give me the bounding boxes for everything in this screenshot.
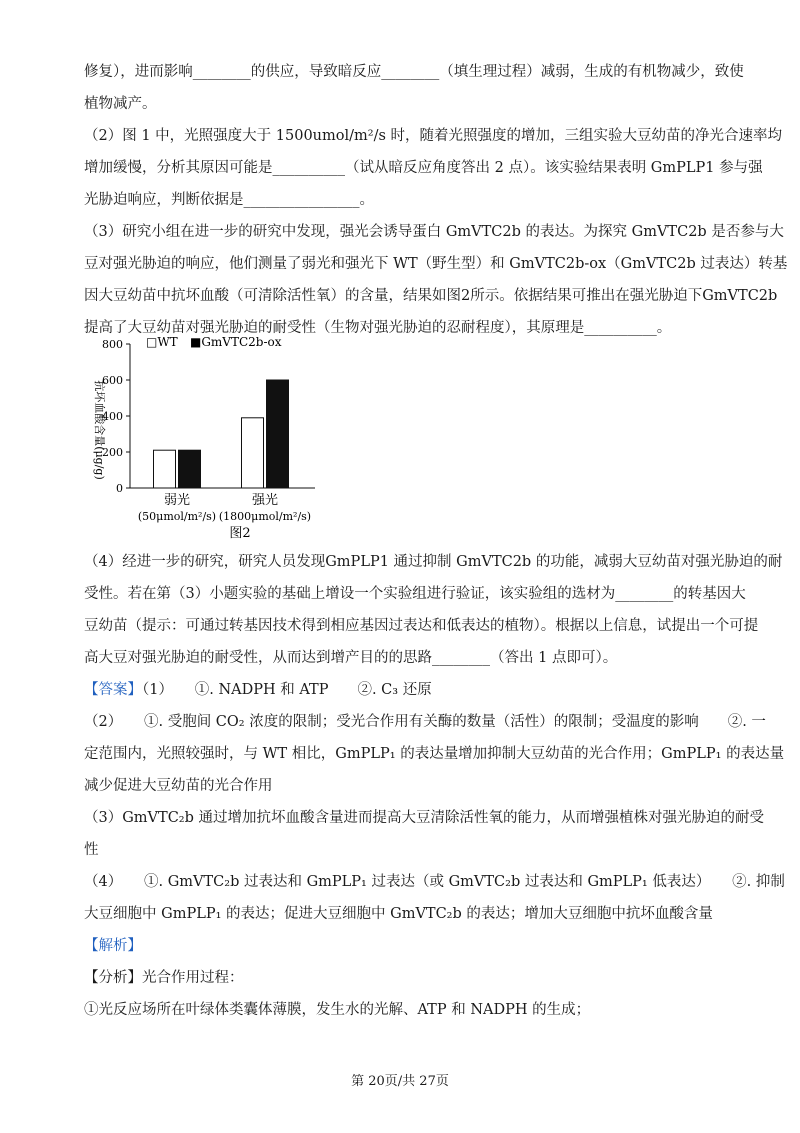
chart-title: 图2 (229, 526, 251, 541)
chart-category-sublabel: (50μmol/m²/s) (137, 510, 217, 523)
chart-y-tick-label: 400 (102, 410, 123, 423)
text-line: 修复），进而影响________的供应，导致暗反应________（填生理过程）减弱，生成的有机物减少，致使 (84, 64, 744, 80)
chart-category-label: 弱光 (163, 493, 191, 508)
chart-bar-wt (242, 418, 264, 488)
analysis-line (84, 968, 244, 988)
chart-legend-wt: □WT (146, 335, 178, 349)
chart-y-tick-label: 0 (116, 482, 123, 495)
analysis-text: 光合作用过程： (142, 970, 244, 986)
answer-line: 大豆细胞中 GmPLP₁ 的表达；促进大豆细胞中 GmVTC₂b 的表达；增加大豆细胞中抗坏血酸含量 (84, 906, 713, 922)
chart-category-sublabel: (1800μmol/m²/s) (218, 510, 312, 523)
text-line: （3）研究小组在进一步的研究中发现，强光会诱导蛋白 GmVTC2b 的表达。为探究 GmVTC2b 是否参与大 (84, 224, 784, 240)
text-line: 高大豆对强光胁迫的耐受性，从而达到增产目的的思路________（答出 1 点即可）。 (84, 650, 618, 666)
answer-line: （4） ①. GmVTC₂b 过表达和 GmPLP₁ 过表达（或 GmVTC₂b 过表达和 GmPLP₁ 低表达） ②. 抑制 (84, 874, 785, 890)
chart-bar-wt (154, 450, 176, 488)
chart-y-tick-label: 200 (102, 446, 123, 459)
chart-y-tick-label: 800 (102, 338, 123, 351)
text-line: 豆幼苗（提示：可通过转基因技术得到相应基因过表达和低表达的植物）。根据以上信息，试提出一个可提 (84, 618, 759, 634)
answer-line: （3）GmVTC₂b 通过增加抗坏血酸含量进而提高大豆清除活性氧的能力，从而增强植株对强光胁迫的耐受 (84, 810, 764, 826)
analysis-tag: 【分析】 (84, 970, 142, 986)
chart-y-tick-label: 600 (102, 374, 123, 387)
bar-chart (80, 332, 330, 542)
chart-legend-ox: ■GmVTC2b-ox (190, 335, 282, 349)
chart-bar-gmvtc2b-ox (179, 450, 201, 488)
analysis-line: ①光反应场所在叶绿体类囊体薄膜，发生水的光解、ATP 和 NADPH 的生成； (84, 1002, 591, 1018)
text-line: （4）经进一步的研究，研究人员发现GmPLP1 通过抑制 GmVTC2b 的功能，减弱大豆幼苗对强光胁迫的耐 (84, 554, 783, 570)
answer-line: 减少促进大豆幼苗的光合作用 (84, 778, 273, 794)
chart-bar-gmvtc2b-ox (267, 380, 289, 488)
text-line: 增加缓慢，分析其原因可能是__________（试从暗反应角度答出 2 点）。该实验结果表明 GmPLP1 参与强 (84, 160, 763, 176)
analysis-heading: 【解析】 (84, 938, 142, 954)
text-line: 光胁迫响应，判断依据是________________。 (84, 192, 374, 208)
answer-line: （2） ①. 受胞间 CO₂ 浓度的限制；受光合作用有关酶的数量（活性）的限制；受温度的影响 ②. 一 (84, 714, 766, 730)
answer-text: （1） ①. NADPH 和 ATP ②. C₃ 还原 (142, 682, 432, 698)
text-line: 受性。若在第（3）小题实验的基础上增设一个实验组进行验证，该实验组的选材为________的转基因大 (84, 586, 746, 602)
answer-tag: 【答案】 (84, 682, 142, 698)
text-line: （2）图 1 中，光照强度大于 1500umol/m²/s 时，随着光照强度的增加，三组实验大豆幼苗的净光合速率均 (84, 128, 783, 144)
answer-line (84, 680, 432, 700)
answer-line: 定范围内，光照较强时，与 WT 相比，GmPLP₁ 的表达量增加抑制大豆幼苗的光合作用；GmPLP₁ 的表达量 (84, 746, 785, 762)
text-line: 因大豆幼苗中抗坏血酸（可清除活性氧）的含量，结果如图2所示。依据结果可推出在强光胁迫下GmVTC2b (84, 288, 778, 304)
text-line: 提高了大豆幼苗对强光胁迫的耐受性（生物对强光胁迫的忍耐程度），其原理是__________。 (84, 320, 672, 336)
text-line: 植物减产。 (84, 96, 157, 112)
chart-ylabel: 抗坏血酸含量(μg/g) (93, 380, 106, 480)
answer-line: 性 (84, 842, 99, 858)
page-footer: 第 20页/共 27页 (351, 1074, 449, 1089)
chart-category-label: 强光 (251, 493, 279, 508)
text-line: 豆对强光胁迫的响应，他们测量了弱光和强光下 WT（野生型）和 GmVTC2b-ox（GmVTC2b 过表达）转基 (84, 256, 788, 272)
